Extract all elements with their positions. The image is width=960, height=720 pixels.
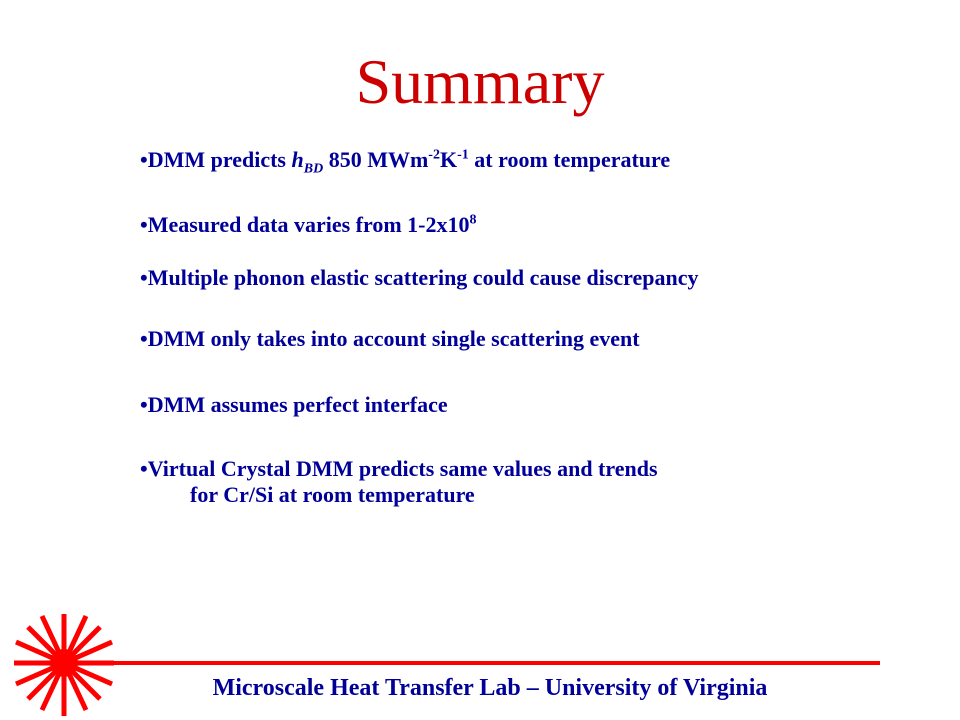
slide-title: Summary xyxy=(355,46,605,117)
bullet-text-line1: Virtual Crystal DMM predicts same values and trends xyxy=(147,456,658,481)
bullet-single-scattering xyxy=(140,326,640,352)
bullet-perfect-interface xyxy=(140,392,448,418)
bullet-text-k: K xyxy=(439,147,458,172)
variable-h: h xyxy=(291,147,304,172)
bullet-marker: • xyxy=(140,326,148,351)
bullet-text-pre: DMM predicts xyxy=(147,147,292,172)
bullet-dmm-prediction xyxy=(140,147,671,177)
bullet-text: DMM assumes perfect interface xyxy=(147,392,448,417)
bullet-text-line2: for Cr/Si at room temperature xyxy=(190,482,475,507)
bullet-measured-data xyxy=(140,212,477,238)
footer-lab-name: Microscale Heat Transfer Lab – University of Virginia xyxy=(212,675,768,701)
footer-divider xyxy=(88,661,880,665)
bullet-marker: • xyxy=(140,456,148,481)
bullet-text: Measured data varies from 1-2x10 xyxy=(147,212,470,237)
bullet-text-post: at room temperature xyxy=(468,147,671,172)
bullet-marker: • xyxy=(140,147,148,172)
bullet-text: DMM only takes into account single scattering event xyxy=(147,326,640,351)
bullet-text-mid: 850 MWm xyxy=(323,147,429,172)
bullet-marker: • xyxy=(140,392,148,417)
laser-starburst-icon xyxy=(12,612,116,718)
superscript-m-exp: -2 xyxy=(428,147,440,163)
superscript-k-exp: -1 xyxy=(457,147,469,163)
bullet-text: Multiple phonon elastic scattering could cause discrepancy xyxy=(147,265,699,290)
subscript-bd: BD xyxy=(303,161,324,177)
bullet-multiple-phonon xyxy=(140,265,699,291)
bullet-marker: • xyxy=(140,212,148,237)
bullet-virtual-crystal xyxy=(140,456,658,508)
superscript-exponent: 8 xyxy=(469,212,477,228)
bullet-marker: • xyxy=(140,265,148,290)
